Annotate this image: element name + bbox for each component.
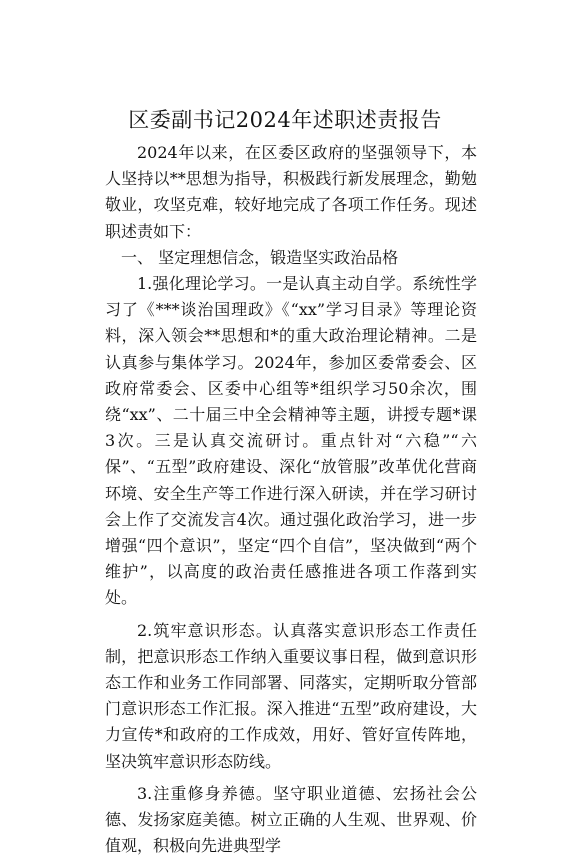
paragraph-self-cultivation: 3.注重修身养德。坚守职业道德、宏扬社会公德、发扬家庭美德。树立正确的人生观、世界观、价值观，积极向先进典型学 [105, 783, 477, 856]
document-body [105, 140, 477, 859]
paragraph-ideology: 2.筑牢意识形态。认真落实意识形态工作责任制，把意识形态工作纳入重要议事日程，做到意识形态工作和业务工作同部署、同落实，定期听取分管部门意识形态工作汇报。深入推进“五型”政府建设，大力宣传*和政府的工作成效，用好、管好宣传阵地，坚决筑牢意识形态防线。 [105, 620, 477, 771]
paragraph-theory-study: 1.强化理论学习。一是认真主动自学。系统性学习了《***谈治国理政》《“xx”学习目录》等理论资料，深入领会**思想和*的重大政治理论精神。二是认真参与集体学习。2024年，参加区委常委会、区政府常委会、区委中心组等*组织学习50余次，围绕“xx”、二十届三中全会精神等主题，讲授专题*课3次。三是认真交流研讨。重点针对“六稳”“六保”、“五型”政府建设、深化“放管服”改革优化营商环境、安全生产等工作进行深入研读，并在学习研讨会上作了交流发言4次。通过强化政治学习，进一步增强“四个意识”，坚定“四个自信”，坚决做到“两个维护”，以高度的政治责任感推进各项工作落到实处。 [105, 274, 477, 608]
section-heading: 一、 坚定理想信念，锻造坚实政治品格 [121, 247, 399, 267]
document-title: 区委副书记2024年述职述责报告 [128, 108, 442, 132]
intro-paragraph: 2024年以来，在区委区政府的坚强领导下，本人坚持以**思想为指导，积极践行新发展理念，勤勉敬业，攻坚克难，较好地完成了各项工作任务。现述职述责如下： [105, 143, 477, 241]
